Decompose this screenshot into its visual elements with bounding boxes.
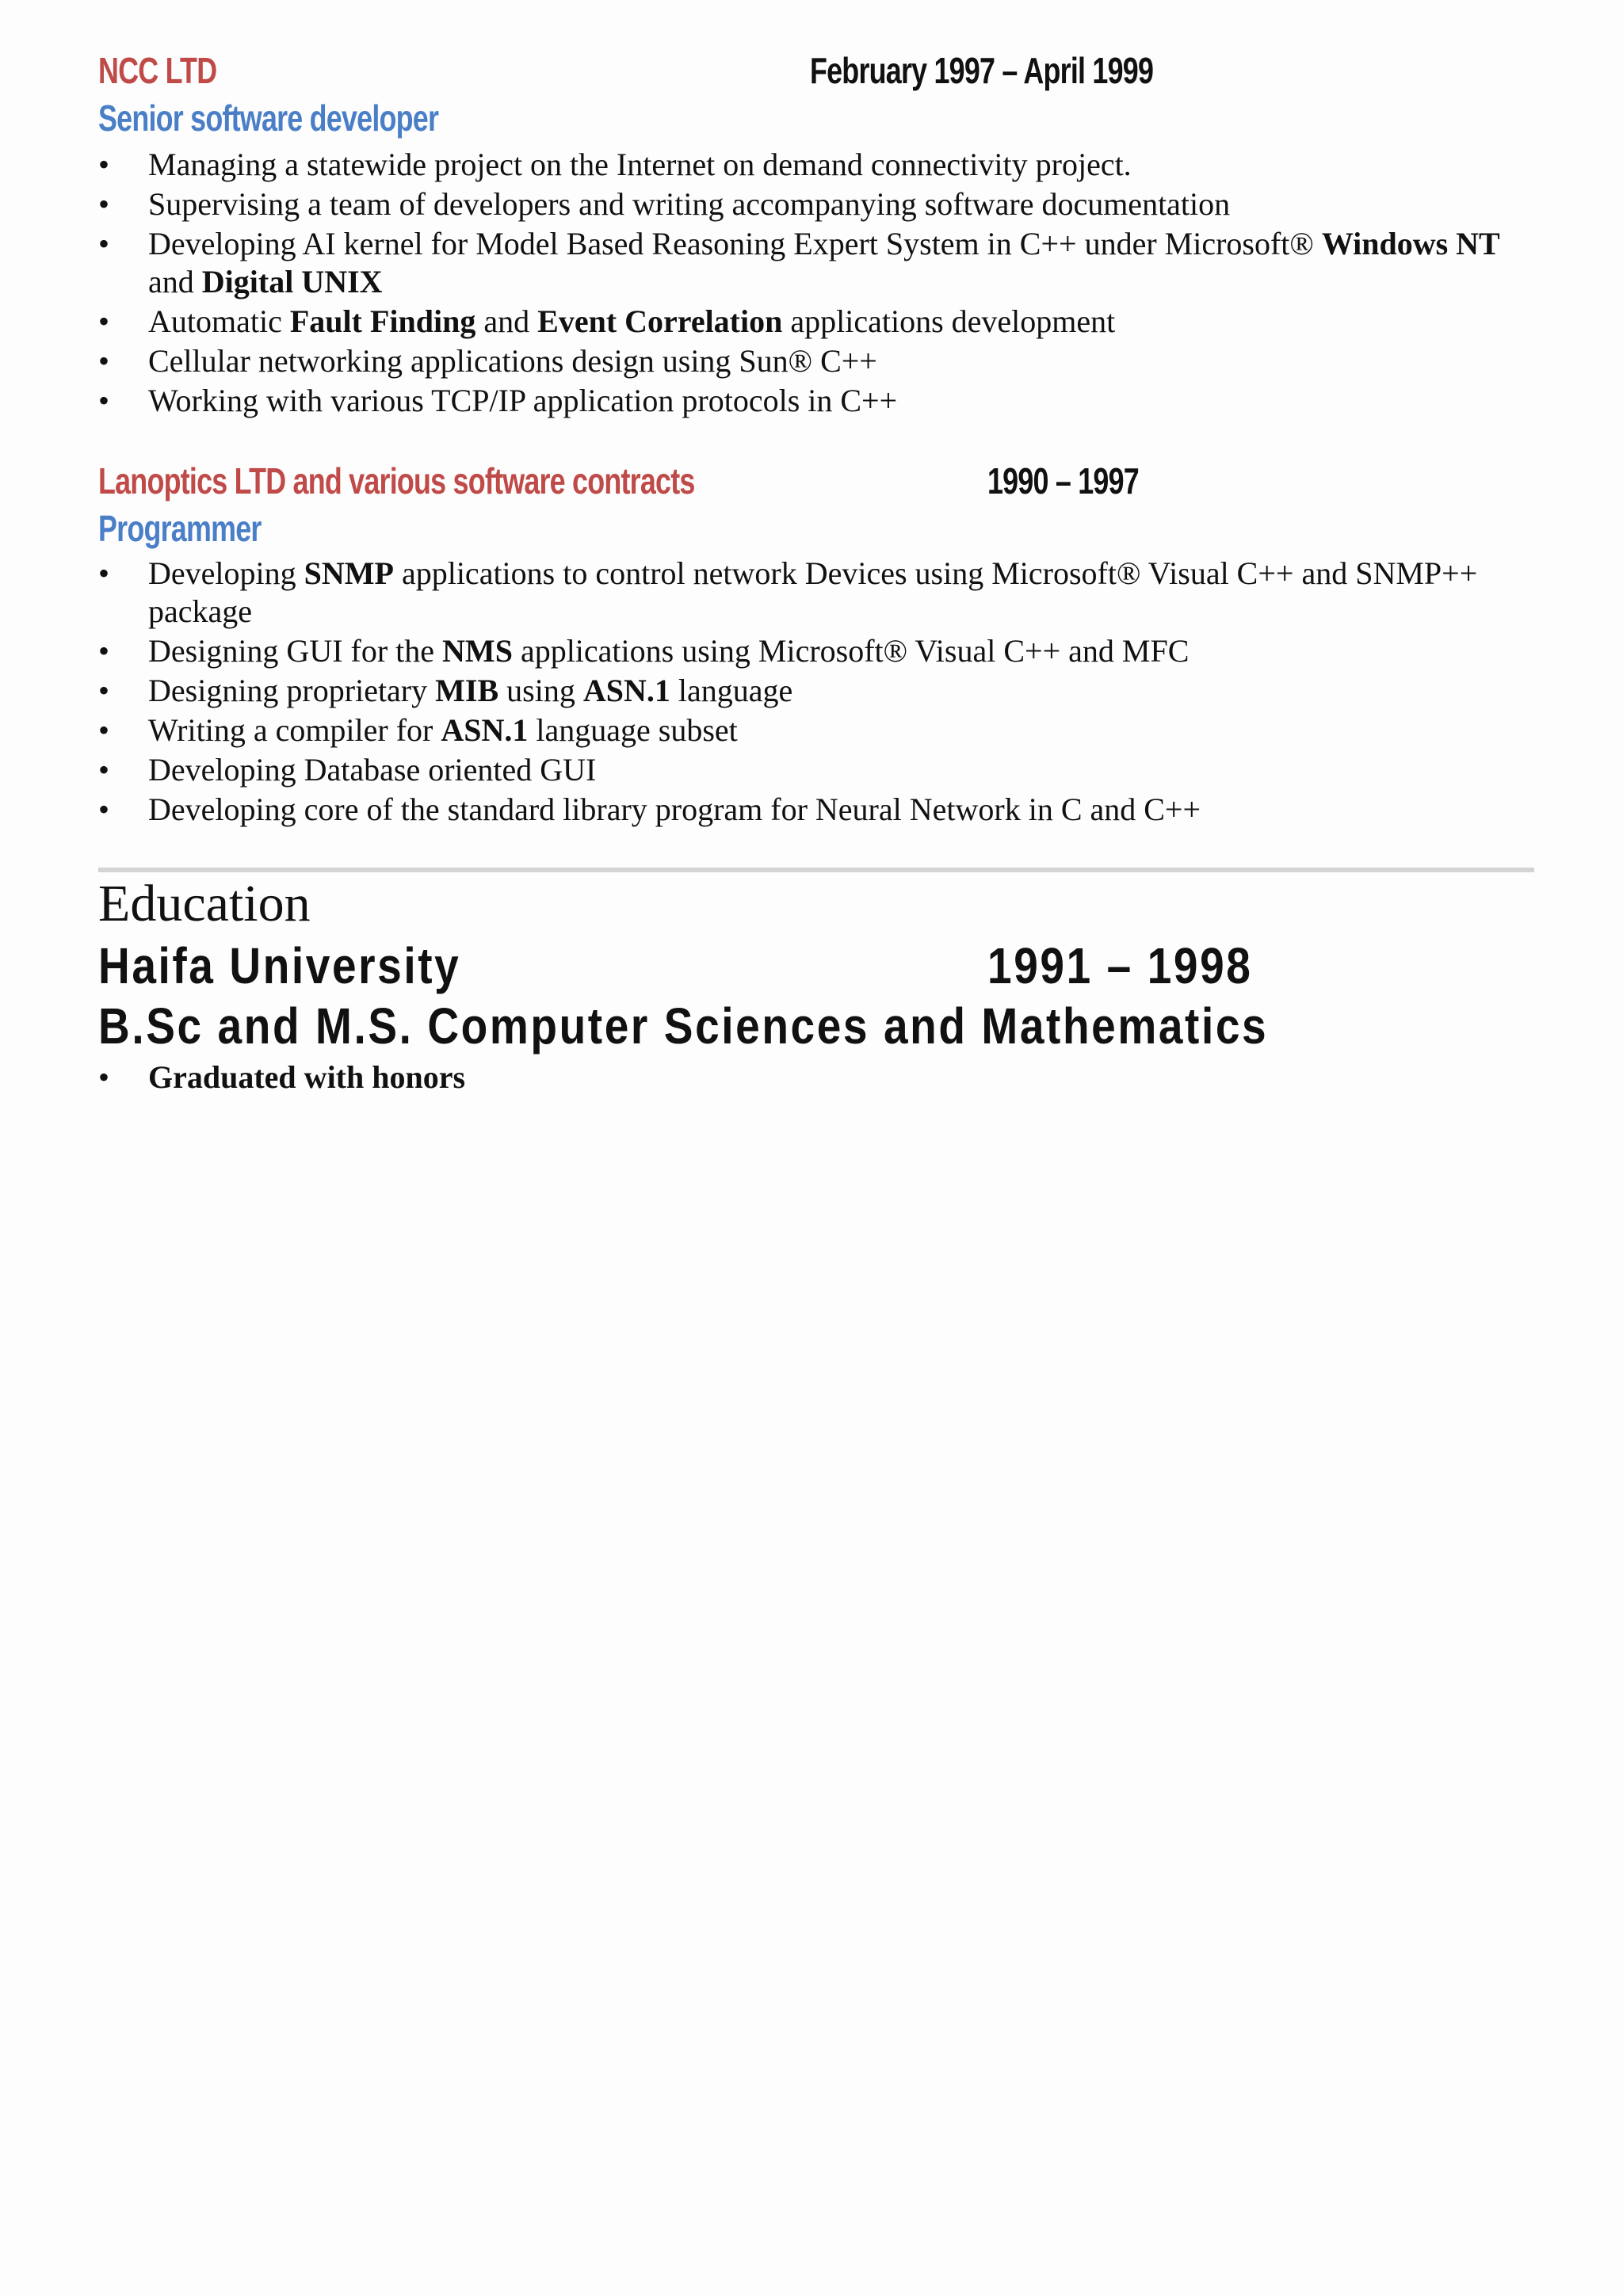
list-item-text: applications using Microsoft® Visual C++ and MFC	[512, 633, 1190, 669]
list-item-text: Developing	[148, 555, 304, 591]
bold-text: ASN.1	[441, 712, 529, 748]
list-item-text: language	[670, 673, 793, 708]
bullet-icon: •	[98, 712, 110, 748]
list-item	[98, 791, 1541, 829]
bullet-icon: •	[98, 791, 110, 827]
bullet-icon: •	[98, 673, 110, 708]
bold-text: Fault Finding	[289, 303, 476, 339]
list-item-text: Developing core of the standard library program for Neural Network in C and C++	[148, 791, 1201, 827]
list-item-text: Writing a compiler for	[148, 712, 441, 748]
bold-text: Windows NT	[1321, 226, 1500, 261]
bold-text: SNMP	[304, 555, 394, 591]
list-item	[98, 751, 1541, 789]
list-item-text: Supervising a team of developers and writing accompanying software documentation	[148, 186, 1231, 222]
bullet-icon: •	[98, 226, 110, 261]
section-divider	[98, 868, 1534, 872]
list-item-text: and	[475, 303, 538, 339]
list-item	[98, 672, 1541, 710]
list-item	[98, 382, 1541, 420]
job2-bullet-list	[98, 555, 1541, 830]
list-item-text: Automatic	[148, 303, 290, 339]
list-item-text: language subset	[528, 712, 738, 748]
list-item	[98, 146, 1541, 184]
bullet-icon: •	[98, 343, 110, 379]
bold-text: Digital UNIX	[201, 264, 383, 299]
list-item-text: Developing AI kernel for Model Based Reasoning Expert System in C++ under Microsoft®	[148, 226, 1322, 261]
list-item	[98, 185, 1541, 223]
bullet-icon: •	[98, 303, 110, 339]
list-item-text: Designing proprietary	[148, 673, 436, 708]
list-item-text: using	[498, 673, 583, 708]
list-item-text: Developing Database oriented GUI	[148, 752, 597, 788]
education-bullet-list	[98, 1058, 1541, 1098]
bullet-icon: •	[98, 1059, 110, 1095]
list-item	[98, 555, 1541, 631]
list-item	[98, 303, 1541, 341]
bold-text: MIB	[435, 673, 499, 708]
list-item	[98, 711, 1541, 749]
job2-role: Programmer	[98, 508, 262, 549]
list-item-text: Working with various TCP/IP application protocols in C++	[148, 383, 898, 418]
bold-text: NMS	[442, 633, 513, 669]
job2-dates: 1990 – 1997	[987, 460, 1139, 502]
education-dates: 1991 – 1998	[987, 937, 1253, 994]
list-item-text: applications to control network Devices using Microsoft® Visual C++ and SNMP++ package	[148, 555, 1478, 629]
list-item-text: Managing a statewide project on the Internet on demand connectivity project.	[148, 147, 1132, 182]
education-heading: Education	[98, 875, 311, 933]
bullet-icon: •	[98, 633, 110, 669]
bold-text: Graduated with honors	[148, 1059, 466, 1095]
education-degree: B.Sc and M.S. Computer Sciences and Mathematics	[98, 997, 1269, 1055]
bullet-icon: •	[98, 555, 110, 591]
job1-bullet-list	[98, 146, 1541, 421]
bullet-icon: •	[98, 147, 110, 182]
job1-role: Senior software developer	[98, 97, 439, 139]
bold-text: ASN.1	[582, 673, 670, 708]
list-item	[98, 225, 1541, 301]
list-item-text: applications development	[782, 303, 1116, 339]
bold-text: Event Correlation	[537, 303, 783, 339]
job1-company: NCC LTD	[98, 50, 217, 91]
bullet-icon: •	[98, 752, 110, 788]
list-item-text: and	[148, 264, 202, 299]
bullet-icon: •	[98, 186, 110, 222]
bullet-icon: •	[98, 383, 110, 418]
list-item	[98, 1058, 1541, 1097]
education-school: Haifa University	[98, 937, 461, 994]
job2-company: Lanoptics LTD and various software contracts	[98, 460, 695, 502]
list-item-text: Designing GUI for the	[148, 633, 443, 669]
job1-dates: February 1997 – April 1999	[810, 50, 1154, 91]
list-item-text: Cellular networking applications design using Sun® C++	[148, 343, 877, 379]
list-item	[98, 342, 1541, 380]
list-item	[98, 632, 1541, 670]
